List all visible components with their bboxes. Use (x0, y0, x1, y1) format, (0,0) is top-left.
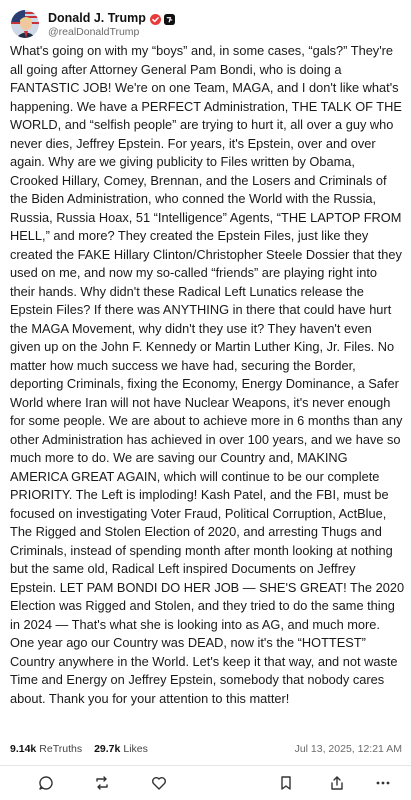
likes-label[interactable]: Likes (123, 743, 148, 755)
avatar[interactable] (11, 10, 39, 38)
post-text: What's going on with my “boys” and, in some cases, “gals?” They're all going after Attorney General Pam Bondi, who is doing a FANTASTIC JOB! We're on one Team, MAGA, and I don't like what's happening. We have a PERFECT Administration, THE TALK OF THE WORLD, and “selfish people” are trying to hurt it, all over a guy who never dies, Jeffrey Epstein. For years, it's Epstein, over and over again. Why are we giving publicity to Files written by Obama, Crooked Hillary, Comey, Brennan, and the Losers and Criminals of the Biden Administration, who conned the World with the Russia, Russia, Russia Hoax, 51 “Intelligence” Agents, “THE LAPTOP FROM HELL,” and more? They created the Epstein Files, just like they created the FAKE Hillary Clinton/Christopher Steele Dossier that they used on me, and now my so-called “friends” are playing right into their hands. Why didn't these Radical Left Lunatics release the Epstein Files? If there was ANYTHING in there that could have hurt the MAGA Movement, why didn't they use it? They haven't even given up on the John F. Kennedy or Martin Luther King, Jr. Files. No matter how much success we have had, securing the Border, deporting Criminals, fixing the Economy, Energy Dominance, a Safer World where Iran will not have Nuclear Weapons, it's never enough for some people. We are about to achieve more in 6 months than any other Administration has achieved in over 100 years, and we have so much more to do. We are saving our Country and, MAKING AMERICA GREAT AGAIN, which will continue to be our complete PRIORITY. The Left is imploding! Kash Patel, and the FBI, must be focused on investigating Voter Fraud, Political Corruption, ActBlue, The Rigged and Stolen Election of 2020, and arresting Thugs and Criminals, instead of spending month after month looking at nothing but the same old, Radical Left inspired Documents on Jeffrey Epstein. LET PAM BONDI DO HER JOB — SHE'S GREAT! The 2020 Election was Rigged and Stolen, and they tried to do the same thing in 2024 — That's what she is looking into as AG, and much more. One year ago our Country was DEAD, now it's the “HOTTEST” Country anywhere in the World. Let's keep it that way, and not waste Time and Energy on Jeffrey Epstein, somebody that nobody cares about. Thank you for your attention to this matter! (10, 43, 408, 706)
action-bar (0, 768, 411, 798)
author-handle[interactable]: @realDonaldTrump (48, 26, 140, 38)
post-header (11, 9, 175, 39)
more-icon[interactable] (373, 773, 393, 793)
likes-count[interactable]: 29.7k (94, 743, 121, 755)
verified-badge-icon (150, 12, 161, 23)
retruths-count[interactable]: 9.14k (10, 743, 37, 755)
reply-icon[interactable] (36, 773, 56, 793)
author-names (48, 10, 175, 38)
post-stats (10, 741, 402, 757)
retruths-label[interactable]: ReTruths (39, 743, 83, 755)
heart-icon[interactable] (149, 773, 169, 793)
post-timestamp: Jul 13, 2025, 12:21 AM (294, 743, 402, 755)
divider (0, 765, 411, 766)
bookmark-icon[interactable] (276, 773, 296, 793)
retruth-icon[interactable] (92, 773, 112, 793)
platform-badge-icon (164, 12, 175, 23)
name-row (48, 10, 175, 25)
display-name[interactable]: Donald J. Trump (48, 10, 146, 25)
share-icon[interactable] (327, 773, 347, 793)
